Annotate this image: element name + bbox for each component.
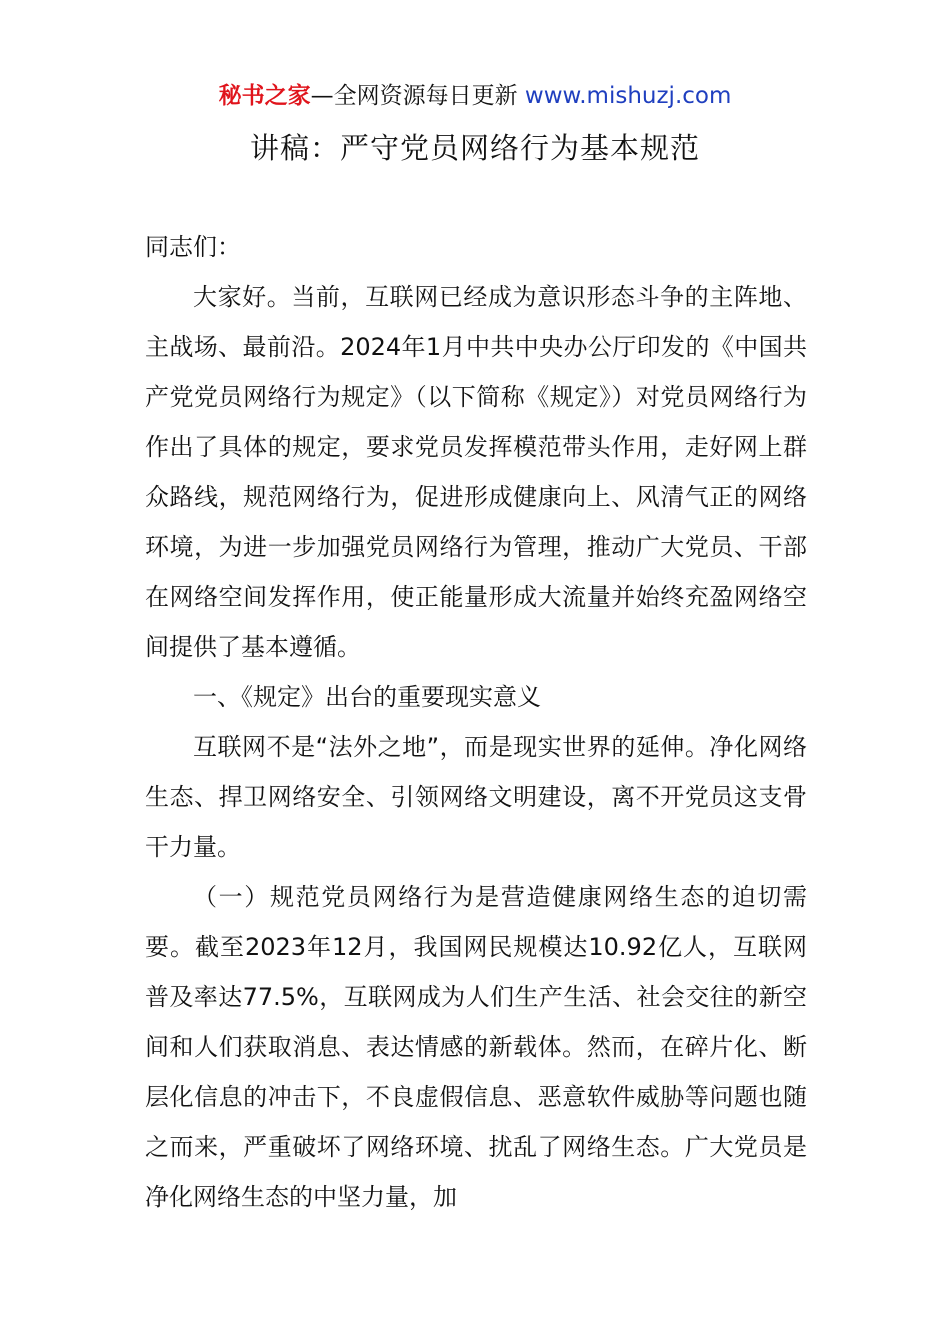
header-tagline: —全网资源每日更新 [310, 83, 525, 109]
brand-name: 秘书之家 [218, 83, 311, 109]
document-body [145, 222, 807, 1222]
paragraph-intro: 大家好。当前，互联网已经成为意识形态斗争的主阵地、主战场、最前沿。2024年1月中共中央办公厅印发的《中国共产党党员网络行为规定》（以下简称《规定》）对党员网络行为作出了具体的规定，要求党员发挥模范带头作用，走好网上群众路线，规范网络行为，促进形成健康向上、风清气正的网络环境，为进一步加强党员网络行为管理，推动广大党员、干部在网络空间发挥作用，使正能量形成大流量并始终充盈网络空间提供了基本遵循。 [145, 283, 807, 661]
section-heading: 一、《规定》出台的重要现实意义 [193, 683, 541, 711]
site-url: www.mishuzj.com [524, 83, 732, 109]
document-title: 讲稿：严守党员网络行为基本规范 [249, 131, 700, 165]
paragraph-subsection-1: （一）规范党员网络行为是营造健康网络生态的迫切需要。截至2023年12月，我国网民规模达10.92亿人，互联网普及率达77.5%，互联网成为人们生产生活、社会交往的新空间和人们获取消息、表达情感的新载体。然而，在碎片化、断层化信息的冲击下，不良虚假信息、恶意软件威胁等问题也随之而来，严重破坏了网络环境、扰乱了网络生态。广大党员是净化网络生态的中坚力量，加 [145, 883, 807, 1211]
paragraph-section-intro: 互联网不是“法外之地”，而是现实世界的延伸。净化网络生态、捍卫网络安全、引领网络文明建设，离不开党员这支骨干力量。 [145, 733, 807, 861]
site-header [0, 80, 950, 112]
salutation: 同志们： [145, 233, 241, 261]
